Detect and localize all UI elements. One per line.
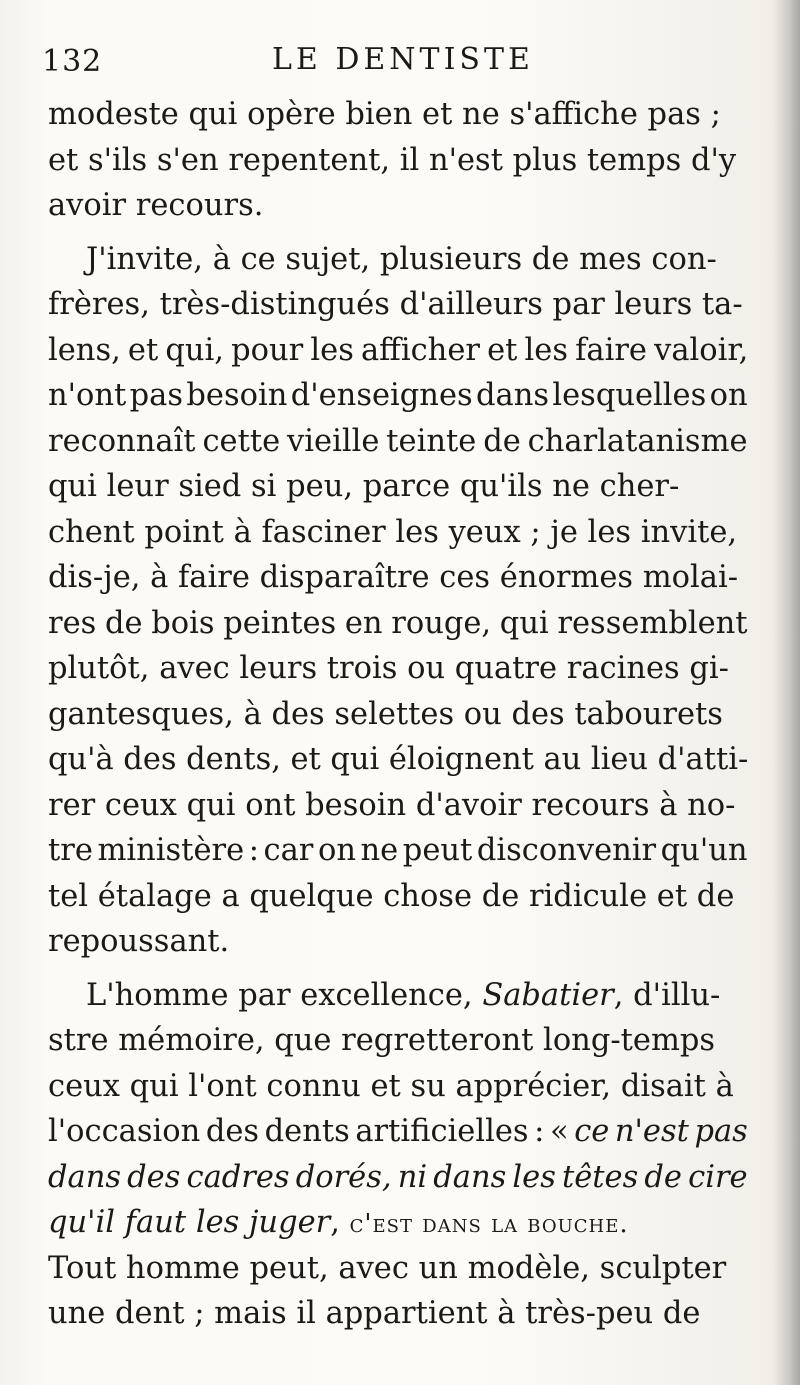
italic-name: Sabatier — [482, 977, 614, 1013]
italic-quote: ce n'est pas — [574, 1114, 748, 1149]
italic-quote: qu'il faut les juger — [48, 1205, 331, 1240]
text-line: ceux qui l'ont connu et su apprécier, disait à — [48, 1068, 734, 1104]
text-line: tre ministère : car on ne peut disconvenir qu'un — [48, 833, 748, 868]
running-head: LE DENTISTE — [272, 42, 534, 77]
text-line — [48, 1200, 748, 1246]
paragraph-start-line: J'invite, à ce sujet, plusieurs de mes con- — [86, 241, 717, 277]
text-line: qu'à des dents, et qui éloignent au lieu d'atti- — [48, 742, 748, 777]
text-line: reconnaît cette vieille teinte de charlatanisme — [48, 423, 748, 459]
page-header — [42, 40, 742, 84]
text-line: n'ont pas besoin d'enseignes dans lesquelles on — [48, 378, 748, 413]
text-line: rer ceux qui ont besoin d'avoir recours à no- — [48, 787, 736, 823]
text-segment: , d'illu- — [613, 977, 721, 1013]
text-line: qui leur sied si peu, parce qu'ils ne cher- — [48, 469, 680, 504]
text-line: stre mémoire, que regretteront long-temps — [48, 1023, 716, 1058]
text-line: plutôt, avec leurs trois ou quatre racines gi- — [48, 651, 729, 686]
text-line: chent point à fasciner les yeux ; je les invite, — [48, 514, 738, 550]
text-line — [48, 1109, 748, 1155]
text-line: res de bois peintes en rouge, qui ressemblent — [48, 605, 748, 641]
paragraph-start-line — [48, 973, 748, 1019]
page-edge-shadow — [774, 0, 800, 1385]
text-line: repoussant. — [48, 924, 230, 959]
page-number: 132 — [42, 44, 103, 79]
text-line: frères, très-distingués d'ailleurs par leurs ta- — [48, 287, 743, 322]
text-segment: , — [330, 1205, 350, 1240]
text-segment: l'occasion des dents artificielles : « — [48, 1114, 575, 1149]
body-text — [48, 92, 748, 1337]
text-line: tel étalage a quelque chose de ridicule et de — [48, 878, 735, 914]
text-line: Tout homme peut, avec un modèle, sculpter — [48, 1250, 727, 1286]
text-line: avoir recours. — [48, 188, 264, 223]
text-line: dis-je, à faire disparaître ces énormes molai- — [48, 560, 739, 595]
italic-quote-line: dans des cadres dorés, ni dans les têtes de cire — [48, 1159, 748, 1195]
text-segment: L'homme par excellence, — [86, 977, 483, 1013]
text-line: modeste qui opère bien et ne s'affiche pas ; — [48, 97, 721, 132]
text-line: et s'ils s'en repentent, il n'est plus temps d'y — [48, 142, 737, 178]
text-line: une dent ; mais il appartient à très-peu de — [48, 1296, 701, 1331]
text-line: lens, et qui, pour les afficher et les faire valoir, — [48, 332, 748, 368]
small-caps-text: c'est dans la bouche. — [349, 1209, 629, 1239]
text-line: gantesques, à des selettes ou des tabourets — [48, 696, 723, 732]
